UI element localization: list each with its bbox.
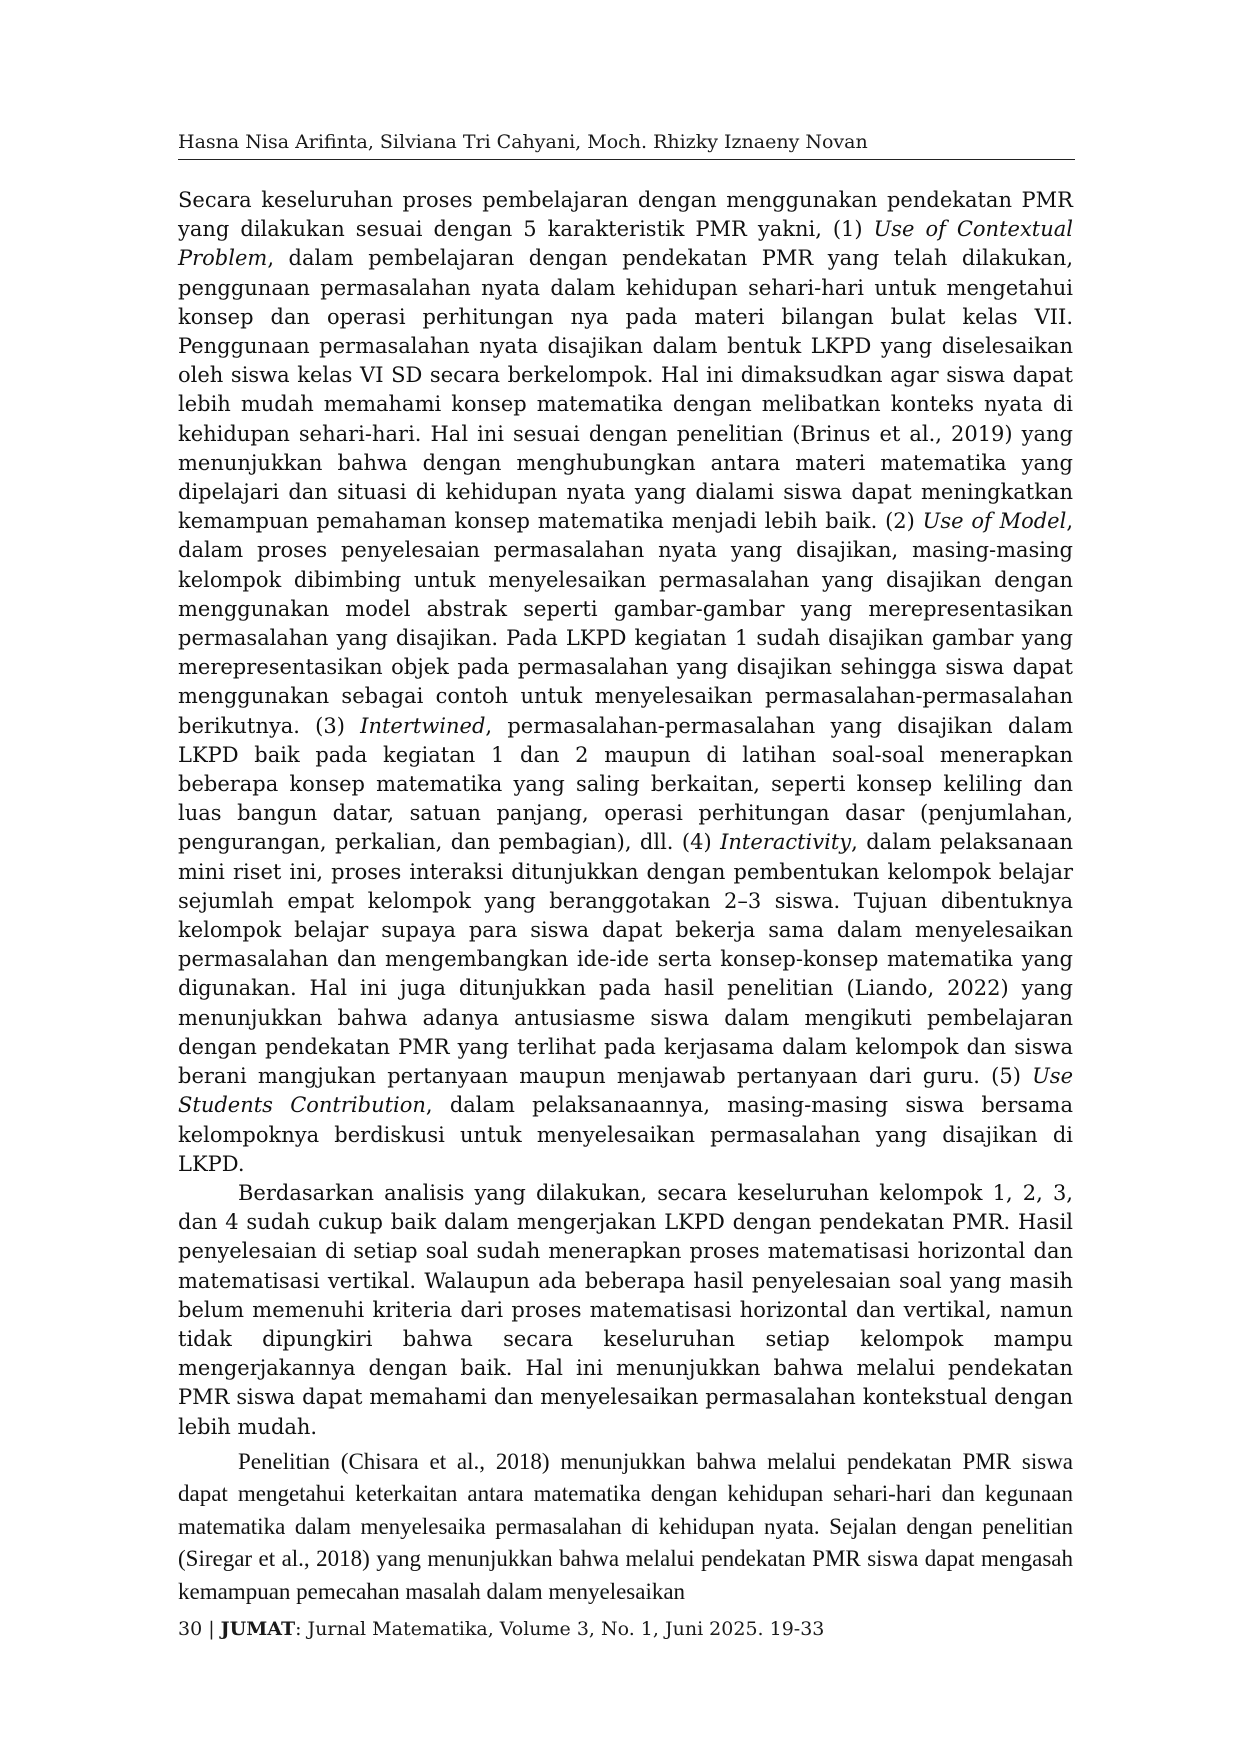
paragraph-pmr-characteristics [178,186,1073,1179]
term-use-of-model: Use of Model [922,509,1067,534]
page-footer [178,1617,824,1641]
body-text [178,186,1073,1608]
paragraph-text-segment: , permasalahan-permasalahan yang disajikan dalam LKPD baik pada kegiatan 1 dan 2 maupun di latihan soal-soal menerapkan beberapa konsep matematika yang saling berkaitan, seperti konsep keliling dan luas bangun datar, satuan panjang, operasi perhitungan dasar (penjumlahan, pengurangan, perkalian, dan pembagian), dll. (4) [178,713,1074,855]
page-number: 30 [178,1618,203,1640]
paragraph-text-segment: , dalam proses penyelesaian permasalahan nyata yang disajikan, masing-masing kelompok dibimbing untuk menyelesaikan permasalahan yang disajikan dengan menggunakan model abstrak seperti gambar-gambar yang merepresentasikan permasalahan yang disajikan. Pada LKPD kegiatan 1 sudah disajikan gambar yang merepresentasikan objek pada permasalahan yang disajikan sehingga siswa dapat menggunakan sebagai contoh untuk menyelesaikan permasalahan-permasalahan berikutnya. (3) [178,509,1074,738]
term-intertwined: Intertwined [360,713,486,738]
paragraph-text-segment: , dalam pelaksanaannya, masing-masing siswa bersama kelompoknya berdiskusi untuk menyelesaikan permasalahan yang disajikan di LKPD. [178,1093,1073,1176]
journal-name: JUMAT [220,1618,296,1640]
paragraph-text-segment: , dalam pembelajaran dengan pendekatan PMR yang telah dilakukan, penggunaan permasalahan nyata dalam kehidupan sehari-hari untuk mengetahui konsep dan operasi perhitungan nya pada materi bilangan bulat kelas VII. Penggunaan permasalahan nyata disajikan dalam bentuk LKPD yang diselesaikan oleh siswa kelas VI SD secara berkelompok. Hal ini dimaksudkan agar siswa dapat lebih mudah memahami konsep matematika dengan melibatkan konteks nyata di kehidupan sehari-hari. Hal ini sesuai dengan penelitian (Brinus et al., 2019) yang menunjukkan bahwa dengan menghubungkan antara materi matematika yang dipelajari dan situasi di kehidupan nyata yang dialami siswa dapat meningkatkan kemampuan pemahaman konsep matematika menjadi lebih baik. (2) [178,246,1073,534]
term-use-of-contextual-problem: Use of Contextual Problem [178,217,1073,271]
paragraph-text-segment: , dalam pelaksanaan mini riset ini, proses interaksi ditunjukkan dengan pembentukan kelompok belajar sejumlah empat kelompok yang beranggotakan 2–3 siswa. Tujuan dibentuknya kelompok belajar supaya para siswa dapat bekerja sama dalam menyelesaikan permasalahan dan mengembangkan ide-ide serta konsep-konsep matematika yang digunakan. Hal ini juga ditunjukkan pada hasil penelitian (Liando, 2022) yang menunjukkan bahwa adanya antusiasme siswa dalam mengikuti pembelajaran dengan pendekatan PMR yang terlihat pada kerjasama dalam kelompok dan siswa berani mangjukan pertanyaan maupun menjawab pertanyaan dari guru. (5) [178,830,1074,1089]
term-interactivity: Interactivity [720,830,852,855]
footer-separator: | [202,1618,221,1640]
journal-citation: : Jurnal Matematika, Volume 3, No. 1, Juni 2025. 19-33 [295,1618,825,1640]
running-header-authors: Hasna Nisa Arifinta, Silviana Tri Cahyani, Moch. Rhizky Iznaeny Novan [178,130,1075,160]
paragraph-prior-research: Penelitian (Chisara et al., 2018) menunjukkan bahwa melalui pendekatan PMR siswa dapat mengetahui keterkaitan antara matematika dengan kehidupan sehari-hari dan kegunaan matematika dalam menyelesaika permasalahan di kehidupan nyata. Sejalan dengan penelitian (Siregar et al., 2018) yang menunjukkan bahwa melalui pendekatan PMR siswa dapat mengasah kemampuan pemecahan masalah dalam menyelesaikan [178,1448,1073,1604]
paragraph-analysis-results: Berdasarkan analisis yang dilakukan, secara keseluruhan kelompok 1, 2, 3, dan 4 sudah cukup baik dalam mengerjakan LKPD dengan pendekatan PMR. Hasil penyelesaian di setiap soal sudah menerapkan proses matematisasi horizontal dan matematisasi vertikal. Walaupun ada beberapa hasil penyelesaian soal yang masih belum memenuhi kriteria dari proses matematisasi horizontal dan vertikal, namun tidak dipungkiri bahwa secara keseluruhan setiap kelompok mampu mengerjakannya dengan baik. Hal ini menunjukkan bahwa melalui pendekatan PMR siswa dapat memahami dan menyelesaikan permasalahan kontekstual dengan lebih mudah. [178,1180,1073,1439]
term-use-students-contribution: Use Students Contribution [178,1064,1073,1118]
paragraph-text-segment: Secara keseluruhan proses pembelajaran dengan menggunakan pendekatan PMR yang dilakukan sesuai dengan 5 karakteristik PMR yakni, (1) [178,188,1073,242]
